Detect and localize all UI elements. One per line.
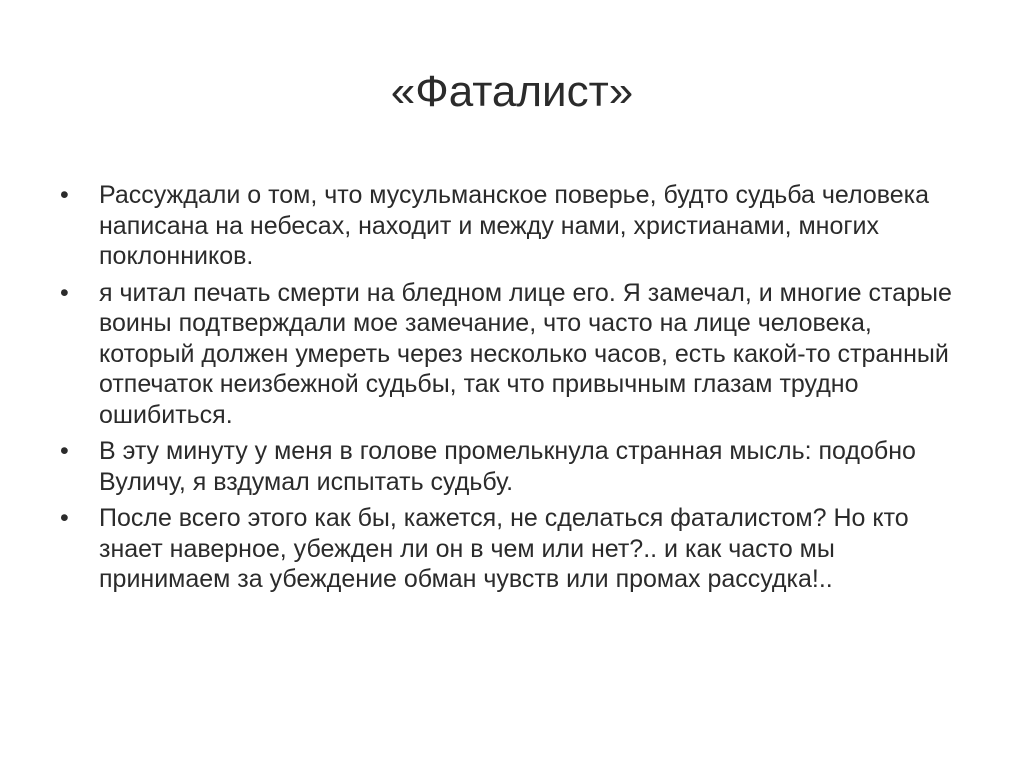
- bullet-text: я читал печать смерти на бледном лице его. Я замечал, и многие старые воины подтверждали мое замечание, что часто на лице человека, который должен умереть через несколько часов, есть какой-то странный отпечаток неизбежной судьбы, так что привычным глазам трудно ошибиться.: [99, 278, 952, 429]
- bullet-text: После всего этого как бы, кажется, не сделаться фаталистом? Но кто знает наверное, убежден ли он в чем или нет?.. и как часто мы принимаем за убеждение обман чувств или промах рассудка!..: [99, 504, 909, 593]
- bullet-list: [60, 180, 960, 601]
- bullet-item: [60, 180, 960, 272]
- bullet-dot-icon: •: [60, 278, 69, 307]
- bullet-item: [60, 436, 960, 497]
- bullet-dot-icon: •: [60, 504, 69, 532]
- bullet-dot-icon: •: [60, 181, 69, 209]
- bullet-item: [60, 503, 960, 595]
- slide-title: «Фаталист»: [390, 67, 634, 116]
- bullet-text: Рассуждали о том, что мусульманское поверье, будто судьба человека написана на небесах, находит и между нами, христианами, многих поклонников.: [99, 181, 930, 270]
- bullet-text: В эту минуту у меня в голове промелькнула странная мысль: подобно Вуличу, я вздумал испытать судьбу.: [99, 437, 916, 496]
- bullet-dot-icon: •: [60, 437, 69, 465]
- bullet-item: [60, 278, 960, 431]
